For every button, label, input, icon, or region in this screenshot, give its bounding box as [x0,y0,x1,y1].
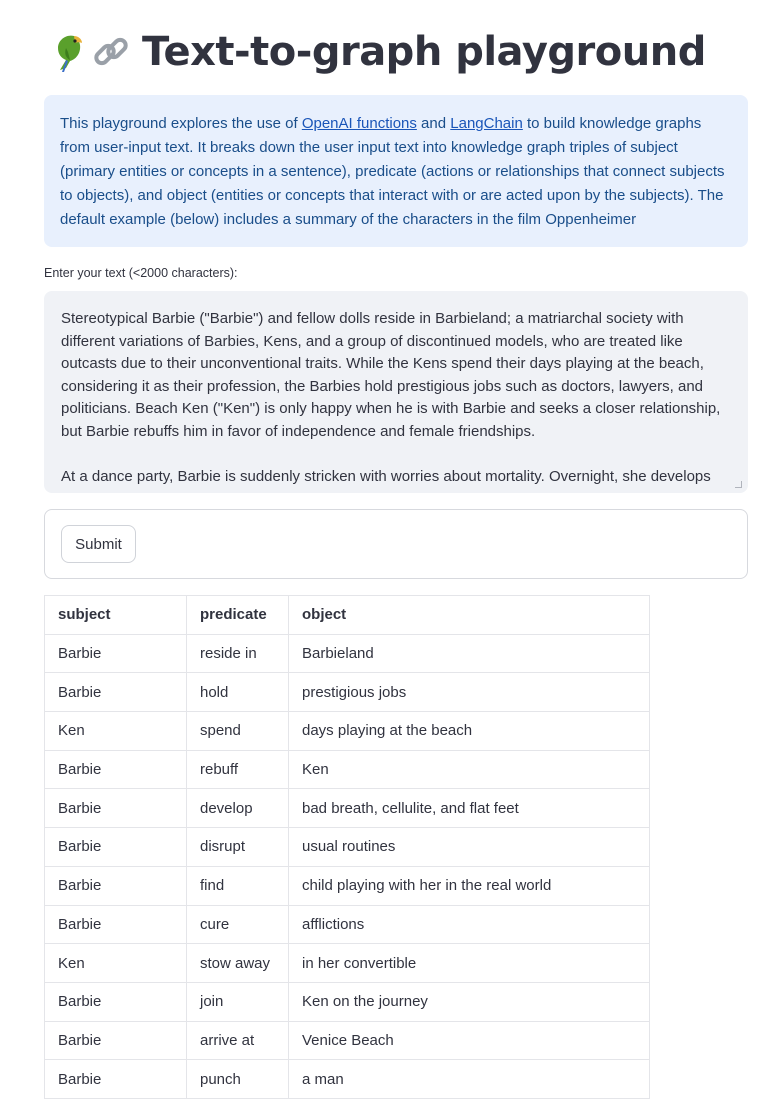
object-cell: a man [289,1060,650,1099]
parrot-icon [44,30,88,74]
page-title: Text-to-graph playground [142,29,706,75]
column-header-predicate: predicate [187,596,289,635]
table-row [45,1021,650,1060]
table-row [45,982,650,1021]
predicate-cell: develop [187,789,289,828]
langchain-link[interactable]: LangChain [450,115,523,132]
object-cell: in her convertible [289,944,650,983]
table-row [45,828,650,867]
subject-cell: Barbie [45,905,187,944]
subject-cell: Barbie [45,828,187,867]
object-cell: afflictions [289,905,650,944]
predicate-cell: hold [187,673,289,712]
table-row [45,673,650,712]
subject-cell: Ken [45,712,187,751]
openai-functions-link[interactable]: OpenAI functions [301,115,417,132]
predicate-cell: disrupt [187,828,289,867]
object-cell: bad breath, cellulite, and flat feet [289,789,650,828]
subject-cell: Barbie [45,750,187,789]
predicate-cell: spend [187,712,289,751]
text-input-label: Enter your text (<2000 characters): [44,266,238,280]
subject-cell: Barbie [45,634,187,673]
submit-form [44,509,748,579]
object-cell: usual routines [289,828,650,867]
predicate-cell: join [187,982,289,1021]
table-row [45,634,650,673]
column-header-object: object [289,596,650,635]
page-title-row [44,26,706,78]
predicate-cell: cure [187,905,289,944]
table-header-row [45,596,650,635]
object-cell: child playing with her in the real world [289,866,650,905]
title-emoji [44,30,132,74]
object-cell: prestigious jobs [289,673,650,712]
info-text-intro: This playground explores the use of [60,115,302,132]
object-cell: Barbieland [289,634,650,673]
subject-cell: Ken [45,944,187,983]
table-row [45,944,650,983]
subject-cell: Barbie [45,1021,187,1060]
column-header-subject: subject [45,596,187,635]
predicate-cell: rebuff [187,750,289,789]
triples-table [44,595,649,1099]
subject-cell: Barbie [45,789,187,828]
subject-cell: Barbie [45,982,187,1021]
object-cell: Venice Beach [289,1021,650,1060]
text-input-area[interactable]: Stereotypical Barbie ("Barbie") and fellow dolls reside in Barbieland; a matriarchal society with different variations of Barbies, Kens, and a group of discontinued models, who are treated like outcasts due to their unconventional traits. While the Kens spend their days playing at the beach, considering it as their profession, the Barbies hold prestigious jobs such as doctors, lawyers, and politicians. Beach Ken ("Ken") is only happy when he is with Barbie and seeks a closer relationship, but Barbie rebuffs him in favor of independence and female friendships. At a dance party, Barbie is suddenly stricken with worries about mortality. Overnight, she develops [44,291,748,493]
info-text-and: and [416,115,451,132]
table-row [45,866,650,905]
table-row [45,789,650,828]
info-alert [44,95,748,247]
object-cell: Ken [289,750,650,789]
info-text-body: to build knowledge graphs from user-input text. It breaks down the user input text into knowledge graph triples of subject (primary entities or concepts in a sentence), predicate (actions or relationships that connect subjects to objects), and object (entities or concepts that interact with or are acted upon by the subjects). The default example (below) includes a summary of the characters in the film Oppenheimer [60,115,725,228]
resize-handle[interactable] [735,481,742,488]
table-row [45,905,650,944]
object-cell: Ken on the journey [289,982,650,1021]
table-row [45,712,650,751]
predicate-cell: stow away [187,944,289,983]
predicate-cell: find [187,866,289,905]
subject-cell: Barbie [45,866,187,905]
submit-button[interactable]: Submit [61,525,136,563]
predicate-cell: punch [187,1060,289,1099]
table-row [45,750,650,789]
predicate-cell: arrive at [187,1021,289,1060]
object-cell: days playing at the beach [289,712,650,751]
link-icon [90,31,132,73]
subject-cell: Barbie [45,673,187,712]
predicate-cell: reside in [187,634,289,673]
subject-cell: Barbie [45,1060,187,1099]
table-row [45,1060,650,1099]
